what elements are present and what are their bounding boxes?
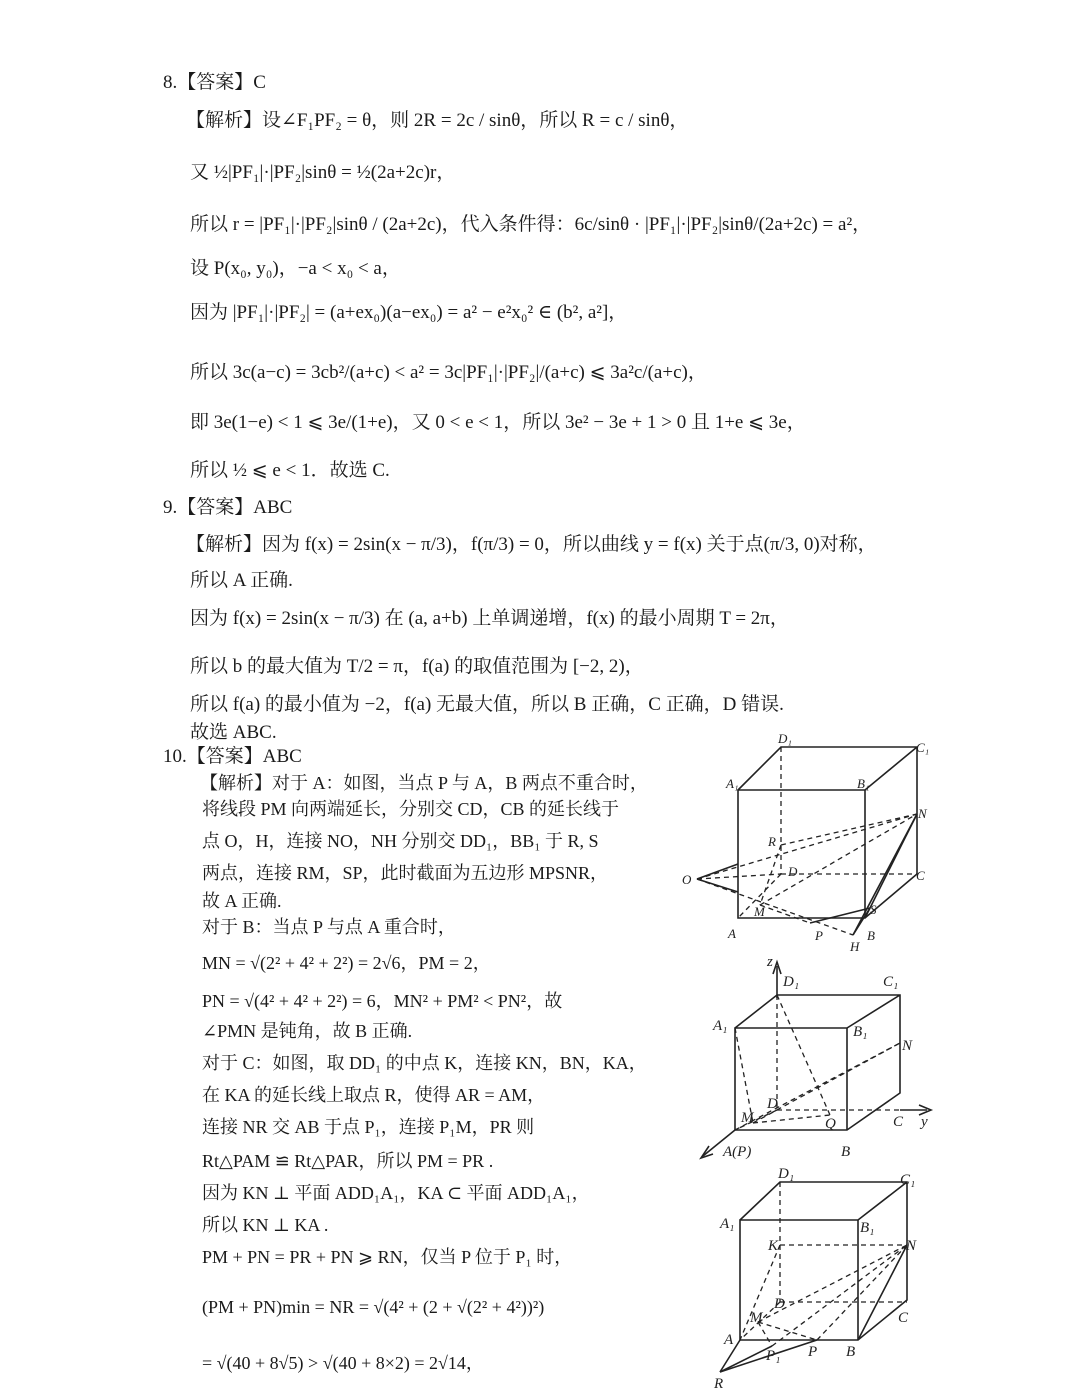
fig1-label: D₁ [778,731,792,746]
fig2-label: A₁ [713,1018,728,1034]
fig3-label: B [846,1344,856,1360]
fig3-label: A₁ [720,1216,735,1232]
q8-line-5: 因为 |PF₁|·|PF₂| = (a+ex₀)(a−ex₀) = a² − e²x₀² ∈ (b², a²]， [190,302,628,323]
q10-line-6: 对于 B：当点 P 与点 A 重合时， [202,917,456,937]
cube-figure-1 [680,730,940,955]
q10-line-8: PN = √(4² + 4² + 2²) = 6，MN² + PM² < PN²，故 [202,991,563,1011]
q9-line-6: 故选 ABC. [190,722,277,743]
q8-line-6: 所以 3c(a−c) = 3cb²/(a+c) < a² = 3c|PF₁|·|PF₂|/(a+c) ⩽ 3a²c/(a+c)， [190,362,707,383]
fig2-label: D [767,1096,778,1112]
fig1-label: H [850,939,860,954]
fig1-label: P [815,928,823,943]
q9-answer-heading: 9.【答案】ABC [163,497,293,518]
q10-line-5: 故 A 正确. [202,891,282,911]
q10-line-10: 对于 C：如图，取 DD₁ 的中点 K，连接 KN，BN，KA， [202,1053,647,1073]
q10-line-4: 两点，连接 RM，SP，此时截面为五边形 MPSNR， [202,863,609,883]
q10-line-14: 因为 KN ⊥ 平面 ADD₁A₁，KA ⊂ 平面 ADD₁A₁， [202,1183,590,1203]
q10-line-16: PM + PN = PR + PN ⩾ RN，仅当 P 位于 P₁ 时， [202,1247,573,1267]
fig2-label: y [921,1114,928,1130]
fig3-label: D [774,1296,785,1312]
fig2-label: C₁ [883,974,899,990]
fig1-label: B₁ [857,776,870,791]
fig3-label: B₁ [860,1220,875,1236]
q10-line-2: 将线段 PM 向两端延长，分别交 CD，CB 的延长线于 [202,799,620,819]
fig2-label: B₁ [853,1024,868,1040]
q10-line-1: 【解析】对于 A：如图，当点 P 与 A，B 两点不重合时， [200,773,648,793]
q8-line-2: 又 ½|PF₁|·|PF₂|sinθ = ½(2a+2c)r， [190,162,456,183]
fig1-label: R [768,834,776,849]
fig1-label: C [916,868,925,883]
q9-line-4: 所以 b 的最大值为 T/2 = π，f(a) 的取值范围为 [−2, 2)， [190,656,644,677]
fig3-label: P₁ [766,1348,781,1364]
q9-line-2: 所以 A 正确. [190,570,293,591]
fig1-label: D [788,864,798,879]
q8-line-8: 所以 ½ ⩽ e < 1．故选 C. [190,460,390,481]
fig1-label: B [867,928,875,943]
q10-line-9: ∠PMN 是钝角，故 B 正确. [202,1021,413,1041]
fig2-label: Q [825,1116,836,1132]
q8-answer-heading: 8.【答案】C [163,72,266,93]
q10-line-17: (PM + PN)min = NR = √(4² + (2 + √(2² + 4²))²) [202,1297,545,1317]
fig1-label: N [918,806,927,821]
fig2-label: M [741,1110,754,1126]
fig1-label: A [728,926,736,941]
q9-line-5: 所以 f(a) 的最小值为 −2，f(a) 无最大值，所以 B 正确，C 正确，D 错误. [190,694,784,715]
q10-line-13: Rt△PAM ≌ Rt△PAR，所以 PM = PR . [202,1151,494,1171]
fig3-label: D₁ [778,1166,795,1182]
fig2-label: z [767,954,773,970]
fig3-label: M [750,1310,763,1326]
q8-line-7: 即 3e(1−e) < 1 ⩽ 3e/(1+e)，又 0 < e < 1，所以 3e² − 3e + 1 > 0 且 1+e ⩽ 3e， [190,412,806,433]
q9-line-1: 【解析】因为 f(x) = 2sin(x − π/3)，f(π/3) = 0，所以曲线 y = f(x) 关于点(π/3, 0)对称， [186,534,877,555]
fig1-label: C₁ [916,740,930,755]
q10-line-18: = √(40 + 8√5) > √(40 + 8×2) = 2√14， [202,1353,484,1373]
fig3-label: K [768,1238,779,1254]
fig1-label: M [754,904,765,919]
fig2-label: N [902,1038,913,1054]
fig3-label: C₁ [900,1172,916,1188]
fig2-label: D₁ [783,974,800,990]
fig3-label: N [906,1238,917,1254]
fig1-label: S [870,902,877,917]
cube-figure-2 [695,950,945,1170]
fig2-label: B [841,1144,851,1160]
q10-line-3: 点 O，H，连接 NO，NH 分别交 DD₁，BB₁ 于 R, S [202,831,599,851]
fig2-label: A(P) [723,1144,752,1160]
fig3-label: A [724,1332,734,1348]
q9-line-3: 因为 f(x) = 2sin(x − π/3) 在 (a, a+b) 上单调递增，f(x) 的最小周期 T = 2π， [190,608,789,629]
fig1-label: O [682,872,692,887]
q8-line-1: 【解析】设∠F₁PF₂ = θ，则 2R = 2c / sinθ，所以 R = c / sinθ， [186,110,689,131]
fig3-label: P [808,1344,818,1360]
fig1-label: A₁ [726,776,739,791]
q10-line-7: MN = √(2² + 4² + 2²) = 2√6，PM = 2， [202,953,491,973]
q10-line-11: 在 KA 的延长线上取点 R，使得 AR = AM， [202,1085,546,1105]
q10-answer-heading: 10.【答案】ABC [163,746,302,767]
q10-line-12: 连接 NR 交 AB 于点 P₁，连接 P₁M，PR 则 [202,1117,535,1137]
q10-line-15: 所以 KN ⊥ KA . [202,1215,329,1235]
q8-line-3: 所以 r = |PF₁|·|PF₂|sinθ / (2a+2c)，代入条件得：6c/sinθ · |PF₁|·|PF₂|sinθ/(2a+2c) = a²， [190,214,872,235]
fig3-label: R [714,1376,724,1392]
fig3-label: C [898,1310,909,1326]
fig2-label: C [893,1114,904,1130]
cube-figure-3 [700,1160,940,1390]
q8-line-4: 设 P(x₀, y₀)，−a < x₀ < a， [190,258,401,279]
